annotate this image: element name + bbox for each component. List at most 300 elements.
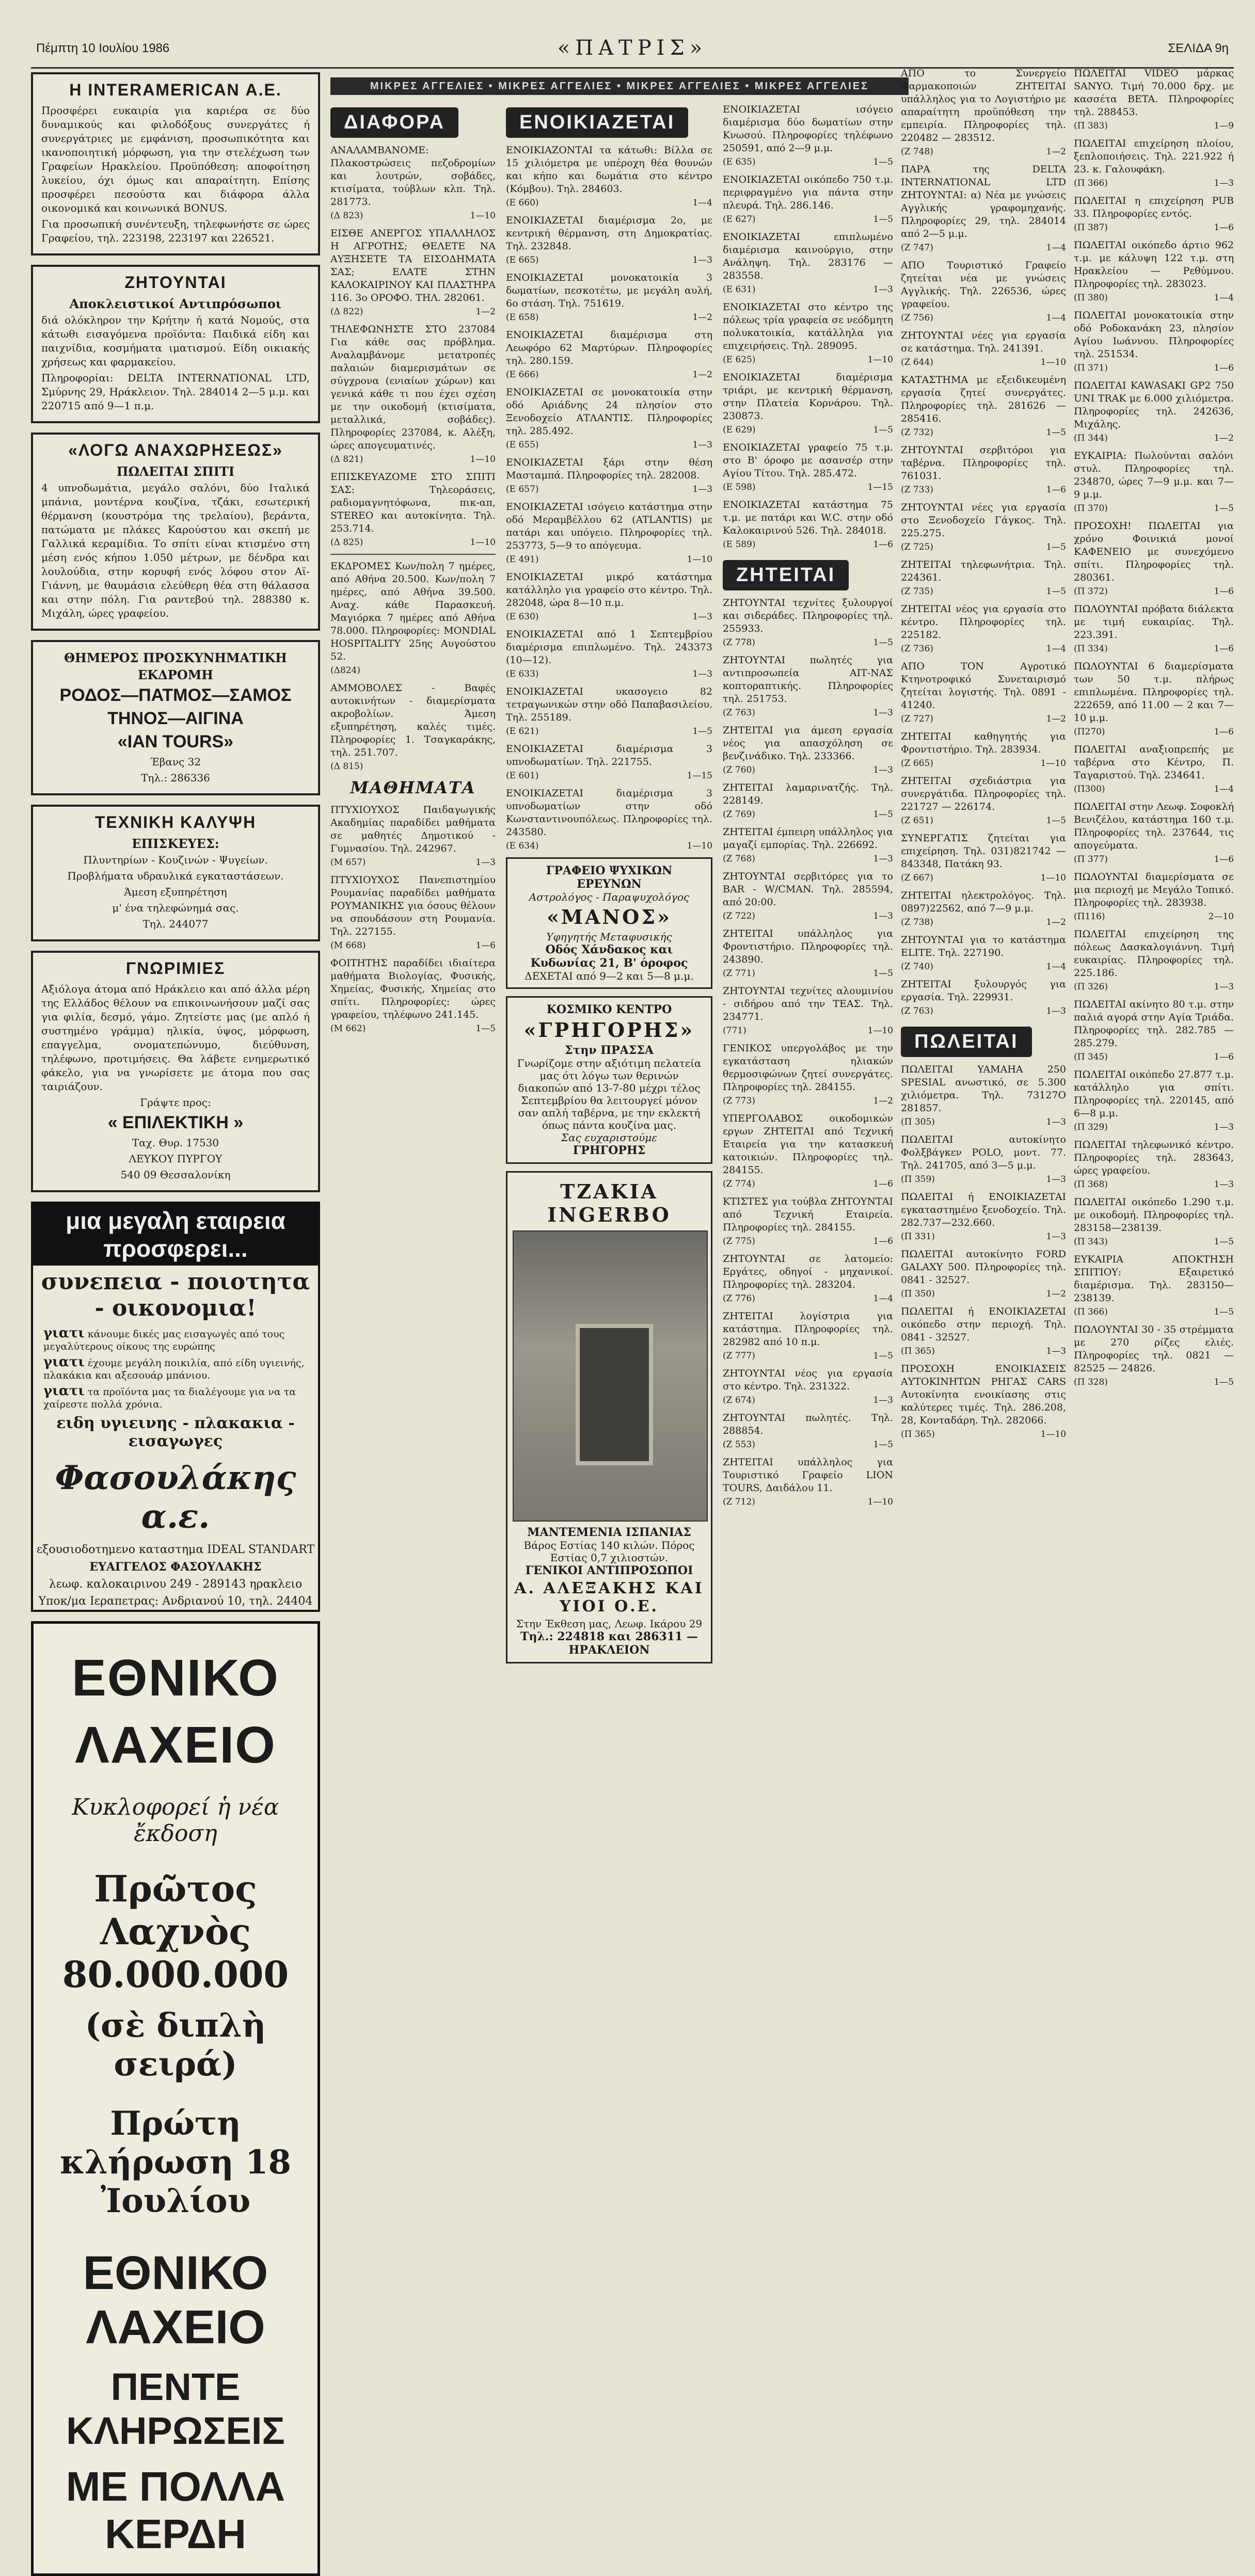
ad-ref [1074, 1052, 1234, 1062]
tzakia-l4: Α. ΑΛΕΞΑΚΗΣ ΚΑΙ ΥΙΟΙ Ο.Ε. [514, 1579, 704, 1615]
classified-ad: ΕΝΟΙΚΙΑΖΕΤΑΙ διαμέρισμα 2ο, με κεντρική θέρμανση, στη Δημοκρατίας. Τηλ. 232848. [506, 215, 712, 252]
classified-ad: ΖΗΤΕΙΤΑΙ υπάλληλος για Τουριστικό Γραφείο LION TOURS, Δαιδάλου 11. [723, 1457, 893, 1494]
ref-code: (Ζ 756) [901, 313, 933, 323]
ref-run: 1—4 [1046, 962, 1066, 972]
ref-code: (Ε 621) [506, 726, 539, 737]
ref-run: 1—4 [1046, 243, 1066, 253]
ref-code: (Ε 658) [506, 312, 539, 323]
banner-line-2: συνεπεια - ποιοτητα - οικονομια! [41, 1269, 310, 1321]
ad-ref [901, 1429, 1066, 1439]
section-heading-zhteitai: ΖΗΤΕΙΤΑΙ [723, 560, 849, 590]
ref-run: 1—6 [1046, 485, 1066, 495]
why-label: γιατι [43, 1354, 85, 1370]
ad-ref [723, 637, 893, 648]
ref-code: (Ε 629) [723, 425, 756, 435]
ad-ref [723, 708, 893, 718]
ref-code: (Π 366) [1074, 1307, 1108, 1317]
mathimata-list [330, 804, 496, 1034]
tzakia-l1: ΜΑΝΤΕΜΕΝΙΑ ΙΣΠΑΝΙΑΣ [527, 1526, 691, 1539]
line-1: Πλυντηρίων - Κουζινών - Ψυγείων. [83, 854, 268, 866]
ad-ref [506, 484, 712, 494]
ref-run: 1—5 [1046, 427, 1066, 438]
ref-run: 1—4 [873, 1293, 893, 1304]
address: Έβανς 32 [150, 756, 201, 768]
ad-ref [723, 157, 893, 167]
classified-ad: ΠΩΛΕΙΤΑΙ επιχείρηση πλοίου, ξεπλοποιήσεις. Τηλ. 221.922 ή 23. κ. Γαλουφάκη. [1074, 138, 1234, 175]
ad-top: ΘΗΜΕΡΟΣ ΠΡΟΣΚΥΝΗΜΑΤΙΚΗ [64, 650, 287, 665]
owner: ΕΥΑΓΓΕΛΟΣ ΦΑΣΟΥΛΑΚΗΣ [89, 1560, 262, 1574]
ad-ref [901, 542, 1066, 552]
classified-ad: ΠΩΛΟΥΝΤΑΙ διαμερίσματα σε μια περιοχή με Μεγάλο Τοπικό. Πληροφορίες τηλ. 283938. [1074, 871, 1234, 908]
classified-ad: ΦΟΙΤΗΤΗΣ παραδίδει ιδιαίτερα μαθήματα Βιολογίας, Φυσικής, Χημείας, Φυσικής, Χημείας στο σπίτι. Πληροφορίες: ώρες γραφείου, τηλέφωνο 241.145. [330, 957, 496, 1020]
ref-code: (Ζ 667) [901, 873, 933, 883]
addr-3: 540 09 Θεσσαλονίκη [120, 1169, 231, 1181]
ref-run: 1—5 [873, 1439, 893, 1450]
ref-code: (Ε 631) [723, 284, 756, 295]
ref-code: (Ε 634) [506, 841, 539, 851]
ref-code: (Ε 657) [506, 484, 539, 494]
grigoris-e: Σας ευχαριστούμε [561, 1131, 657, 1144]
ref-code: (Ε 655) [506, 440, 539, 450]
ad-ref [1074, 911, 1234, 922]
divider [330, 554, 496, 555]
ref-run: 1—6 [1214, 854, 1234, 865]
ref-run: 1—3 [1046, 1231, 1066, 1242]
classified-ad: ΠΩΛΕΙΤΑΙ οικόπεδο 1.290 τ.μ. με οικοδομή. Πληροφορίες τηλ. 283158—238139. [1074, 1196, 1234, 1234]
double-series: (σὲ διπλὴ σειρά) [85, 2006, 266, 2084]
classified-ad: ΠΩΛΕΙΤΑΙ YAMAHA 250 SPESIAL ανωστικό, σε 5.300 χιλιόμετρα. Τηλ. 73127Ο 281857. [901, 1064, 1066, 1114]
line-3: Άμεση εξυπηρέτηση [124, 886, 227, 898]
classified-ad: ΖΗΤΟΥΝΤΑΙ σερβιτόροι για ταβέρνα. Πληροφορίες τηλ. 761031. [901, 444, 1066, 482]
issue-date: Πέμπτη 10 Ιουλίου 1986 [36, 41, 170, 55]
ref-code: (Π 350) [901, 1289, 935, 1299]
reason-text: τα προϊόντα μας τα διαλέγουμε για να τα χαίρεστε πολλά χρόνια. [43, 1386, 296, 1410]
ad-ref [901, 485, 1066, 495]
ref-run: 1—6 [1214, 363, 1234, 373]
ad-ref [1074, 784, 1234, 794]
ref-code: (Π 345) [1074, 1052, 1108, 1062]
tzakia-l5: Στην Έκθεση μας, Λεωφ. Ικάρου 29 [516, 1618, 703, 1630]
ad-ref [506, 312, 712, 323]
classified-ad: ΖΗΤΟΥΝΤΑΙ πωλητές για αντιπροσωπεία ΑΙΤ-ΝΑΣ κοπτοραπτικής. Πληροφορίες τηλ. 251753. [723, 654, 893, 705]
address-1: λεωφ. καλοκαιρινου 249 - 289143 ηρακλειο [49, 1578, 303, 1591]
ref-run: 1—5 [1046, 542, 1066, 552]
ref-run: 1—5 [873, 157, 893, 167]
classified-ad: ΖΗΤΕΙΤΑΙ νέος για εργασία στο κέντρο. Πληροφορίες τηλ. 225182. [901, 603, 1066, 641]
section-heading-enoikiazetai: ΕΝΟΙΚΙΑΖΕΤΑΙ [506, 107, 688, 138]
ad-subtitle: Αποκλειστικοί Αντιπρόσωποι [69, 296, 282, 311]
classified-ad: ΖΗΤΟΥΝΤΑΙ σερβιτόρες για το BAR - W/CMAN. Τηλ. 285594, από 20:00. [723, 871, 893, 908]
ad-ref [723, 355, 893, 365]
ad-body: 4 υπνοδωμάτια, μεγάλο σαλόνι, δύο Ιταλικά μπάνια, μοντέρνα κουζίνα, τζάκι, εσωτερική θέρμανση (κουστρόμα της τρελαίου), βεράντα, πατώματα με πλάκες Καρούστου και σκεπή με Γαλλικά κεραμίδια. Το σπίτι είναι κτισμένο στη μέση ενός κήπου 1.050 μέτρων, με δένδρα και λουλούδια, στην κορυφή ενός λόφου στον Αϊ-Γιάννη, με θαυμάσια ελεύθερη θέα στη θάλασσα και στην πόλη. Για ραντεβού τηλ. 288380 κ. Μιχάλη, ώρες γραφείου. [41, 482, 310, 619]
ref-code: (Π 368) [1074, 1179, 1108, 1190]
ref-code: (Ε 625) [723, 355, 756, 365]
ref-code: (Ζ 738) [901, 917, 933, 927]
five-draws: ΠΕΝΤΕ ΚΛΗΡΩΣΕΙΣ [66, 2365, 285, 2452]
ref-run: 1—5 [873, 968, 893, 979]
ref-code: (Ε 666) [506, 370, 539, 380]
ref-code: (Ζ 773) [723, 1096, 755, 1106]
ad-ref [1074, 293, 1234, 303]
lottery-title: ΕΘΝΙΚΟ ΛΑΧΕΙΟ [72, 1649, 279, 1774]
ref-code: (Ζ 778) [723, 637, 755, 648]
ad-ammovoles: ΑΜΜΟΒΟΛΕΣ - Βαφές αυτοκινήτων - διαμερίσματα ακροβολίων. Άμεση εξυπηρέτηση, καλές τιμές. Πληροφορίες 1. Τσαγκαράκης, τηλ. 251.707. [330, 682, 496, 758]
classified-ad: ΕΝΟΙΚΙΑΖΕΤΑΙ διαμέρισμα τριάρι, με κεντρική θέρμανση, στην Πλατεία Κορνάρου. Τηλ. 230873. [723, 372, 893, 422]
column-6 [1074, 67, 1234, 1827]
ad-ref [1074, 363, 1234, 373]
classified-ad: ΕΙΣΘΕ ΑΝΕΡΓΟΣ ΥΠΑΛΛΗΛΟΣ Η ΑΓΡΟΤΗΣ; ΘΕΛΕΤΕ ΝΑ ΑΥΞΗΣΕΤΕ ΤΑ ΕΙΣΟΔΗΜΑΤΑ ΣΑΣ; ΕΛΑΤΕ ΣΤΗΝ ΚΑΛΟΚΑΙΡΙΝΟΥ ΚΑΙ ΠΛΑΣΤΗΡΑ 116. 3ο ΟΡΟΦΟ. ΤΗΛ. 282061. [330, 228, 496, 303]
ref-code: (Ζ 771) [723, 968, 755, 979]
classified-ad: ΕΝΟΙΚΙΑΖΕΤΑΙ διαμέρισμα στη Λεωφόρο 62 Μαρτύρων. Πληροφορίες τηλ. 280.159. [506, 329, 712, 366]
ref-code: (Π 380) [1074, 293, 1108, 303]
destinations-1: ΡΟΔΟΣ—ΠΑΤΜΟΣ—ΣΑΜΟΣ [59, 685, 292, 705]
destinations-2: ΤΗΝΟΣ—ΑΙΓΙΝΑ [107, 709, 244, 728]
ad-fasoulakis [31, 1202, 320, 1612]
ref-code: (Ζ 748) [901, 147, 933, 157]
ref-code: (Π 334) [1074, 644, 1108, 654]
ref-run: 1—5 [1214, 1377, 1234, 1387]
classified-ad: ΠΩΛΕΙΤΑΙ η επιχείρηση PUB 33. Πληροφορίες εντός. [1074, 195, 1234, 219]
ref-run: 1—10 [867, 1026, 893, 1036]
ad-ref [901, 644, 1066, 654]
ref-code: (Ζ 763) [723, 708, 755, 718]
classified-ad: ΕΠΙΣΚΕΥΑΖΟΜΕ ΣΤΟ ΣΠΙΤΙ ΣΑΣ: Τηλεοράσεις, ραδιομαγνητόφωνα, πικ-απ, STEREO και αυτοκίνητα. Τηλ. 253.714. [330, 471, 496, 534]
ad-ref [723, 284, 893, 295]
poleitai-list [901, 1063, 1066, 1439]
ad-ref [1074, 178, 1234, 188]
ad-title: «ΛΟΓΩ ΑΝΑΧΩΡΗΣΕΩΣ» [68, 441, 283, 459]
ad-ref [901, 586, 1066, 597]
ref-code: (Ζ 760) [723, 765, 755, 775]
why-label: γιατι [43, 1383, 85, 1399]
tzakia-l6: Τηλ.: 224818 και 286311 — ΗΡΑΚΛΕΙΟΝ [520, 1630, 698, 1657]
ad-ref [330, 857, 496, 868]
classified-ad: ΖΗΤΟΥΝΤΑΙ νέες για εργασία σε κατάστημα. Τηλ. 241391. [901, 330, 1066, 354]
ref-run: 1—10 [1040, 758, 1066, 769]
classified-ad: ΑΝΑΛΑΜΒΑΝΟΜΕ: Πλακοστρώσεις πεζοδρομίων και λουτρών, σοβάδες, κτισίματα, τούβλων κλπ. Τηλ. 281773. [330, 145, 496, 207]
classified-ad: ΕΝΟΙΚΙΑΖΕΤΑΙ οικόπεδο 750 τ.μ. περιφραγμένο για πάντα στην πλευρά. Τηλ. 286.146. [723, 174, 893, 211]
ref-run: 1—6 [1214, 586, 1234, 597]
ref-code: (Π 344) [1074, 433, 1108, 443]
ad-title: Η INTERAMERICAN Α.Ε. [69, 81, 282, 99]
ref-run: 1—15 [687, 771, 712, 781]
ref-run: 1—10 [470, 537, 496, 548]
ref-run: 1—5 [873, 214, 893, 225]
classified-ad: ΠΩΛΟΥΝΤΑΙ πρόβατα διάλεκτα με τιμή ευκαιρίας. Τηλ. 223.391. [1074, 603, 1234, 641]
ref-run: 2—10 [1208, 911, 1234, 922]
reason-1 [33, 1324, 318, 1353]
ref-code: (Ζ 769) [723, 809, 755, 820]
ref-code: (Ζ 747) [901, 243, 933, 253]
ref-run: 1—10 [1040, 873, 1066, 883]
write-to: Γράψτε προς: [140, 1096, 211, 1109]
ref-run: 1—3 [1046, 1174, 1066, 1185]
ref-code: (Π 371) [1074, 363, 1108, 373]
classified-ad: ΠΩΛΕΙΤΑΙ VIDEO μάρκας SANYO. Τιμή 70.000 δρχ. με κασσέτα BETA. Πληροφορίες τηλ. 288453. [1074, 68, 1234, 118]
ref-code: (Ζ 674) [723, 1395, 755, 1405]
ad-ref [723, 1236, 893, 1246]
ref-run: 1—2 [873, 1096, 893, 1106]
ref-code: (Ζ 725) [901, 542, 933, 552]
ad-ref [723, 1439, 893, 1450]
classified-ad: ΠΩΛΟΥΝΤΑΙ 6 διαμερίσματα των 50 τ.μ. πλήρως επιπλωμένα. Πληροφορίες τηλ. 222659, από 11.00 — 2 και 7—10 μ.μ. [1074, 661, 1234, 724]
manos-b: Αστρολόγος - Παραψυχολόγος [529, 891, 690, 903]
ref-run: 1—3 [1214, 1179, 1234, 1190]
classified-ad: ΕΝΟΙΚΙΑΖΟΝΤΑΙ τα κάτωθι: Βίλλα σε 15 χιλιόμετρα με υπέροχη θέα θουνών και κήπο και δωμάτια στο κέντρο (Κόμβου). Τηλ. 284603. [506, 145, 712, 195]
ad-ref [723, 911, 893, 921]
banner-line-1: μια μεγαλη εταιρεια προσφερει... [33, 1204, 318, 1266]
line-4: μ' ένα τηλεφώνημά σας. [112, 902, 239, 914]
classified-ad: ΓΕΝΙΚΟΣ υπεργολάβος με την εγκατάσταση ηλιακών θερμοσιφώνων ζητεί συνεργάτες. Πληροφορίες τηλ. 284155. [723, 1043, 893, 1093]
ref-run: 1—3 [873, 911, 893, 921]
classified-ad: ΠΩΛΟΥΝΤΑΙ 30 - 35 στρέμματα με 270 ρίζες ελιές. Πληροφορίες τηλ. 0821 — 82525 — 24826. [1074, 1324, 1234, 1374]
ref-run: 1—4 [1214, 784, 1234, 794]
ad-gnorimies [31, 951, 320, 1192]
zhteitai-list-2 [901, 67, 1066, 1016]
ref-code: (Ζ 777) [723, 1351, 755, 1361]
classified-ad: ΠΤΥΧΙΟΥΧΟΣ Πανεπιστημίου Ρουμανίας παραδίδει μαθήματα ΡΟΥΜΑΝΙΚΗΣ για όσους θέλουν να σπουδάσουν στη Ρουμανία. Τηλ. 227155. [330, 874, 496, 937]
ad-ref [901, 1117, 1066, 1127]
classified-ad: ΕΥΚΑΙΡΙΑ ΑΠΟΚΤΗΣΗ ΣΠΙΤΙΟΥ: Εξαιρετικό διαμέρισμα. Τηλ. 283150—238139. [1074, 1254, 1234, 1304]
ref-code: (771) [723, 1026, 746, 1036]
ad-ref [723, 1293, 893, 1304]
ad-ref [1074, 727, 1234, 737]
ref-code: (Μ 668) [330, 940, 366, 951]
ref-code: (Ζ 665) [901, 758, 933, 769]
ref-code: (Δ 823) [330, 211, 363, 221]
ref-code: (Ε 635) [723, 157, 756, 167]
addr-2: ΛΕΥΚΟΥ ΠΥΡΓΟΥ [129, 1153, 223, 1165]
ad-ref [901, 1289, 1066, 1299]
classified-ad: ΠΩΛΕΙΤΑΙ επιχείρηση της πόλεως Δασκαλογιάννη. Τιμή ευκαιρίας. Πληροφορίες τηλ. 225.186. [1074, 929, 1234, 979]
classified-ad: ΠΩΛΕΙΤΑΙ αυτοκίνητο FORD GALAXY 500. Πληροφορίες τηλ. 0841 - 32527. [901, 1249, 1066, 1286]
ad-ref [723, 765, 893, 775]
reason-text: έχουμε μεγάλη ποικιλία, από είδη υγιεινής, πλακάκια και αξεσουάρ μπάνιου. [43, 1357, 305, 1381]
ref-run: 1—3 [692, 612, 712, 622]
ad-interamerican [31, 72, 320, 255]
ref-run: 1—6 [475, 940, 496, 951]
address-2: Υποκ/μα Ιεραπετρας: Ανδριανού 10, τηλ. 24404 [38, 1595, 313, 1608]
ref-run: 1—2 [1046, 1289, 1066, 1299]
lottery-subtitle: Κυκλοφορεί ἡ νέα ἔκδοση [72, 1794, 279, 1847]
section-heading-diafora: ΔΙΑΦΟΡΑ [330, 107, 458, 138]
classified-ad: ΕΝΟΙΚΙΑΖΕΤΑΙ ξάρι στην θέση Μασταμπά. Πληροφορίες τηλ. 282008. [506, 457, 712, 481]
ad-ref [330, 454, 496, 465]
ref-run: 1—3 [873, 284, 893, 295]
section-heading-mathimata: ΜΑΘΗΜΑΤΑ [350, 778, 476, 797]
why-label: γιατι [43, 1325, 85, 1341]
ref-run: 1—2 [692, 370, 712, 380]
classified-ad: ΕΝΟΙΚΙΑΖΕΤΑΙ διαμέρισμα 3 υπνοδωματίων. Τηλ. 221755. [506, 743, 712, 767]
ref-run: 1—4 [1046, 644, 1066, 654]
ad-ref [1074, 433, 1234, 443]
ref-code: (Μ 657) [330, 857, 366, 868]
ref-run: 1—4 [1214, 293, 1234, 303]
zhteitai-list [723, 597, 893, 1507]
ref-code: (Ε 633) [506, 669, 539, 679]
page-header [31, 36, 1234, 69]
ref-code: (Ε 660) [506, 198, 539, 208]
ad-technical-cover [31, 805, 320, 941]
ad-ref [901, 815, 1066, 826]
ref-run: 1—3 [873, 854, 893, 864]
ad-title: ΤΕΧΝΙΚΗ ΚΑΛΥΨΗ [94, 813, 257, 831]
manos-f: ΔΕΧΕΤΑΙ από 9—2 και 5—8 μ.μ. [525, 970, 694, 982]
ad-ref [330, 1023, 496, 1034]
ref-run: 1—5 [873, 809, 893, 820]
ad-ref [901, 313, 1066, 323]
ad-ref [1074, 1307, 1234, 1317]
ref-code: (Ζ 722) [723, 911, 755, 921]
ref-run: 1—10 [470, 211, 496, 221]
ref-run: 1—6 [1214, 644, 1234, 654]
ref-code: (Δ824) [330, 665, 360, 676]
ref-run: 1—3 [873, 765, 893, 775]
ref-code: (Ζ 776) [723, 1293, 755, 1304]
ad-sub: ΕΚΔΡΟΜΗ [138, 667, 213, 682]
classified-ad: ΖΗΤΕΙΤΑΙ καθηγητής για Φροντιστήριο. Τηλ. 283934. [901, 731, 1066, 755]
company-name: « ΕΠΙΛΕΚΤΙΚΗ » [107, 1113, 244, 1132]
column-3 [506, 103, 712, 1827]
ad-ref [901, 243, 1066, 253]
classified-ad: ΖΗΤΕΙΤΑΙ σχεδιάστρια για συνεργάτιδα. Πληροφορίες τηλ. 221727 — 226174. [901, 775, 1066, 812]
ad-ref [901, 714, 1066, 724]
ref-code: (Π270) [1074, 727, 1105, 737]
classified-ad: ΚΑΤΑΣΤΗΜΑ με εξειδικευμένη εργασία ζητεί συνεργάτες. Πληροφορίες τηλ. 281626 — 285416. [901, 374, 1066, 424]
ad-ref [901, 147, 1066, 157]
ad-zitountai-representatives [31, 265, 320, 423]
ad-contact: Για προσωπική συνέντευξη, τηλεφωνήστε σε ώρες Γραφείου, τηλ. 223198, 223197 και 226521. [41, 218, 310, 244]
ref-run: 1—4 [1046, 313, 1066, 323]
ref-code: (Π 387) [1074, 222, 1108, 233]
ad-ref [506, 370, 712, 380]
ad-grigoris [506, 996, 712, 1164]
ad-ref [1074, 586, 1234, 597]
ref-code: (Ε 589) [723, 539, 756, 550]
classified-ad: ΠΩΛΕΙΤΑΙ μονοκατοικία στην οδό Ροδοκανάκη 23, πλησίον Αγίου Ιωάννου. Πληροφορίες τηλ. 251534. [1074, 310, 1234, 360]
classified-ad: ΖΗΤΟΥΝΤΑΙ νέες για εργασία στο Ξενοδοχείο Γάγκος. Τηλ. 225.275. [901, 502, 1066, 539]
ad-ref [1074, 1122, 1234, 1132]
classified-ad: ΠΩΛΕΙΤΑΙ αυτοκίνητο Φολξβάγκεν POLO, μοντ. 77. Τηλ. 241705, από 3—5 μ.μ. [901, 1134, 1066, 1171]
ref-run: 1—3 [1214, 1122, 1234, 1132]
ad-ref [506, 726, 712, 737]
ref-code: (Δ 822) [330, 307, 363, 317]
ad-ref [1074, 222, 1234, 233]
ad-ref [506, 771, 712, 781]
classified-ad: ΠΩΛΕΙΤΑΙ στην Λεωφ. Σοφοκλή Βενιζέλου, κατάστημα 160 τ.μ. Πληροφορίες τηλ. 237644, τις απογεύματα. [1074, 801, 1234, 851]
ref-run: 1—10 [867, 1497, 893, 1507]
ref-code: (Π 365) [901, 1346, 935, 1356]
ref-run: 1—3 [1214, 178, 1234, 188]
ad-ref [330, 761, 496, 772]
dealer: εξουσιοδοτημενο καταστημα IDEAL STANDART [36, 1543, 315, 1556]
ref-code: (Ζ 644) [901, 357, 933, 367]
ref-run: 1—6 [1214, 222, 1234, 233]
ref-code: (Ζ 735) [901, 586, 933, 597]
ref-code: (Π 370) [1074, 503, 1108, 514]
classified-ad: ΖΗΤΕΙΤΑΙ έμπειρη υπάλληλος για μαγαζί εμπορίας. Τηλ. 226692. [723, 826, 893, 851]
ref-code: (Ε 630) [506, 612, 539, 622]
ad-title: ΓΝΩΡΙΜΙΕΣ [125, 959, 226, 978]
diafora-list [330, 144, 496, 548]
ad-ref [723, 425, 893, 435]
ad-title: ΖΗΤΟΥΝΤΑΙ [124, 273, 227, 292]
tzakia-l3: ΓΕΝΙΚΟΙ ΑΝΤΙΠΡΟΣΩΠΟΙ [525, 1564, 693, 1577]
classified-ad: ΑΠΟ ΤΟΝ Αγροτικό Κτηνοτροφικό Συνεταιρισμό ζητείται λογιστής. Τηλ. 0891 - 41240. [901, 661, 1066, 711]
ad-ref [1074, 854, 1234, 865]
line-2: Προβλήματα υδραυλικά εγκαταστάσεων. [67, 870, 284, 882]
ad-contact: Πληροφορίαι: DELTA INTERNATIONAL LTD, Σμύρνης 29, Ηράκλειον. Τηλ. 284014 2—5 μ.μ. και 220715 από 9—1 π.μ. [41, 372, 310, 412]
ref-code: (Ε 665) [506, 255, 539, 265]
ad-ref [330, 940, 496, 951]
manos-e: Οδός Χάνδακος και Κυδωνίας 21, Β' όροφος [530, 943, 688, 970]
classified-ad: ΕΝΟΙΚΙΑΖΕΤΑΙ από 1 Σεπτεμβρίου διαμέρισμα επιπλωμένο. Τηλ. 243373 (10—12). [506, 629, 712, 666]
ref-code: (Π 329) [1074, 1122, 1108, 1132]
ref-code: (Ζ 763) [901, 1006, 933, 1016]
ref-run: 1—4 [692, 198, 712, 208]
ref-code: (Π 328) [1074, 1377, 1108, 1387]
fireplace-photo [513, 1230, 708, 1522]
ref-run: 1—3 [1214, 982, 1234, 992]
ref-code: (Δ 815) [330, 761, 363, 772]
ref-run: 1—3 [475, 857, 496, 868]
ad-ref [901, 427, 1066, 438]
enoikiazetai-list [506, 144, 712, 851]
reason-text: κάνουμε δικές μας εισαγωγές από τους μεγαλύτερους οίκους της ευρώπης [43, 1329, 285, 1352]
ad-ref [901, 1231, 1066, 1242]
ref-code: (Π 365) [901, 1429, 935, 1439]
column-4 [723, 103, 893, 1827]
classified-ad: ΖΗΤΕΙΤΑΙ λαμαρινατζής. Τηλ. 228149. [723, 782, 893, 806]
ref-run: 1—10 [867, 355, 893, 365]
classified-ad: ΕΝΟΙΚΙΑΖΕΤΑΙ διαμέρισμα 3 υπνοδωματίων στην οδό Κωνσταντινουπόλεως. Πληροφορίες τηλ. 243580. [506, 788, 712, 838]
ref-run: 1—3 [1046, 1006, 1066, 1016]
ref-run: 1—2 [1046, 714, 1066, 724]
goods: ειδη υγιεινης - πλακακια - εισαγωγες [56, 1414, 295, 1450]
ref-code: (Ζ 736) [901, 644, 933, 654]
ref-code: (Ζ 740) [901, 962, 933, 972]
ref-code: (Μ 662) [330, 1023, 366, 1034]
ref-run: 1—2 [692, 312, 712, 323]
ad-ref [1074, 1237, 1234, 1247]
ad-ref [506, 198, 712, 208]
ad-body: Αξιόλογα άτομα από Ηράκλειο και από άλλα μέρη της Ελλάδος θέλουν να επικοινωνήσουν μαζί σας για φιλία, δεσμό, γάμο. Ζητείστε μας (με απλό ή συστημένο γράμμα) ηλικία, ύψος, μόρφωση, επαγγελμα, ονοματεπώνυμο, διεύθυνση, τηλέφωνο, προτιμήσεις. Θα λάβετε ενημερωτικό φάκελο, για να γνωρίσετε με άτομα που σας ταιριάζουν. [41, 983, 310, 1093]
classified-ad: ΕΝΟΙΚΙΑΖΕΤΑΙ κατάστημα 75 τ.μ. με πατάρι και W.C. στην οδό Καλοκαιρινού 526. Τηλ. 284018. [723, 499, 893, 536]
ad-ref [330, 307, 496, 317]
ad-ref [1074, 1377, 1234, 1387]
ad-ref [330, 537, 496, 548]
classified-ad: ΖΗΤΕΙΤΑΙ λογίστρια για κατάστημα. Πληροφορίες τηλ. 282982 από 10 π.μ. [723, 1310, 893, 1348]
ref-run: 1—2 [475, 307, 496, 317]
ad-body: Προσφέρει ευκαιρία για καριέρα σε δύο δυναμικούς και φιλοδόξους συνεργάτες ή συνεργάτριες με εμφάνιση, προσωπικότητα και ικανοποιητική μόρφωση, για την στελέχωση των Γραφείων Ηρακλείου. Προϋπόθεση: αποφοίτηση λυκείου, όχι όμως και απαραίτητη. Επίσης προσφέρει πεσούστα και διάφορα άλλα οικονομικά και κοινωνικά BONUS. [41, 104, 310, 214]
ref-code: (Π 343) [1074, 1237, 1108, 1247]
lottery-title-2: ΕΘΝΙΚΟ ΛΑΧΕΙΟ [83, 2247, 268, 2354]
ref-code: (Ζ 733) [901, 485, 933, 495]
classified-ad: ΖΗΤΟΥΝΤΑΙ σε λατομείο: Εργάτες, οδηγοί - μηχανικοί. Πληροφορίες τηλ. 283204. [723, 1253, 893, 1290]
ref-code: (Π 359) [901, 1174, 935, 1185]
ad-ref [901, 1006, 1066, 1016]
classified-ad: ΤΗΛΕΦΩΝΗΣΤΕ ΣΤΟ 237084 Για κάθε σας πρόβλημα. Αναλαμβάνομε μετατροπές παλαιών διαμερισμάτων σε σύγχρονα (ενιαίων χώρων) και γενικά κάθε τι που έχει σχέση με την οικοδομή (κτισίματα, μεταλλικά, σοβάδες). Πληροφορίες 237084, κ. Αλέξη, ώρες απογευματινές. [330, 324, 496, 451]
ad-ref [901, 357, 1066, 367]
classified-ad: ΖΗΤΕΙΤΑΙ υπάλληλος για Φροντιστήριο. Πληροφορίες τηλ. 243890. [723, 928, 893, 965]
ad-ref [330, 211, 496, 221]
classified-ad: ΕΝΟΙΚΙΑΖΕΤΑΙ ισόγειο διαμέρισμα δύο δωματίων στην Κνωσού. Πληροφορίες τηλέφωνο 250591, από 2—9 μ.μ. [723, 104, 893, 154]
ref-run: 1—15 [867, 482, 893, 492]
ad-ref [901, 873, 1066, 883]
ad-ref [901, 1346, 1066, 1356]
classified-ad: ΕΝΟΙΚΙΑΖΕΤΑΙ στο κέντρο της πόλεως τρία γραφεία σε νεόδμητη πολυκατοικία, κατάλληλα για επιχειρήσεις. Τηλ. 289095. [723, 301, 893, 351]
ref-code: (Π 377) [1074, 854, 1108, 865]
